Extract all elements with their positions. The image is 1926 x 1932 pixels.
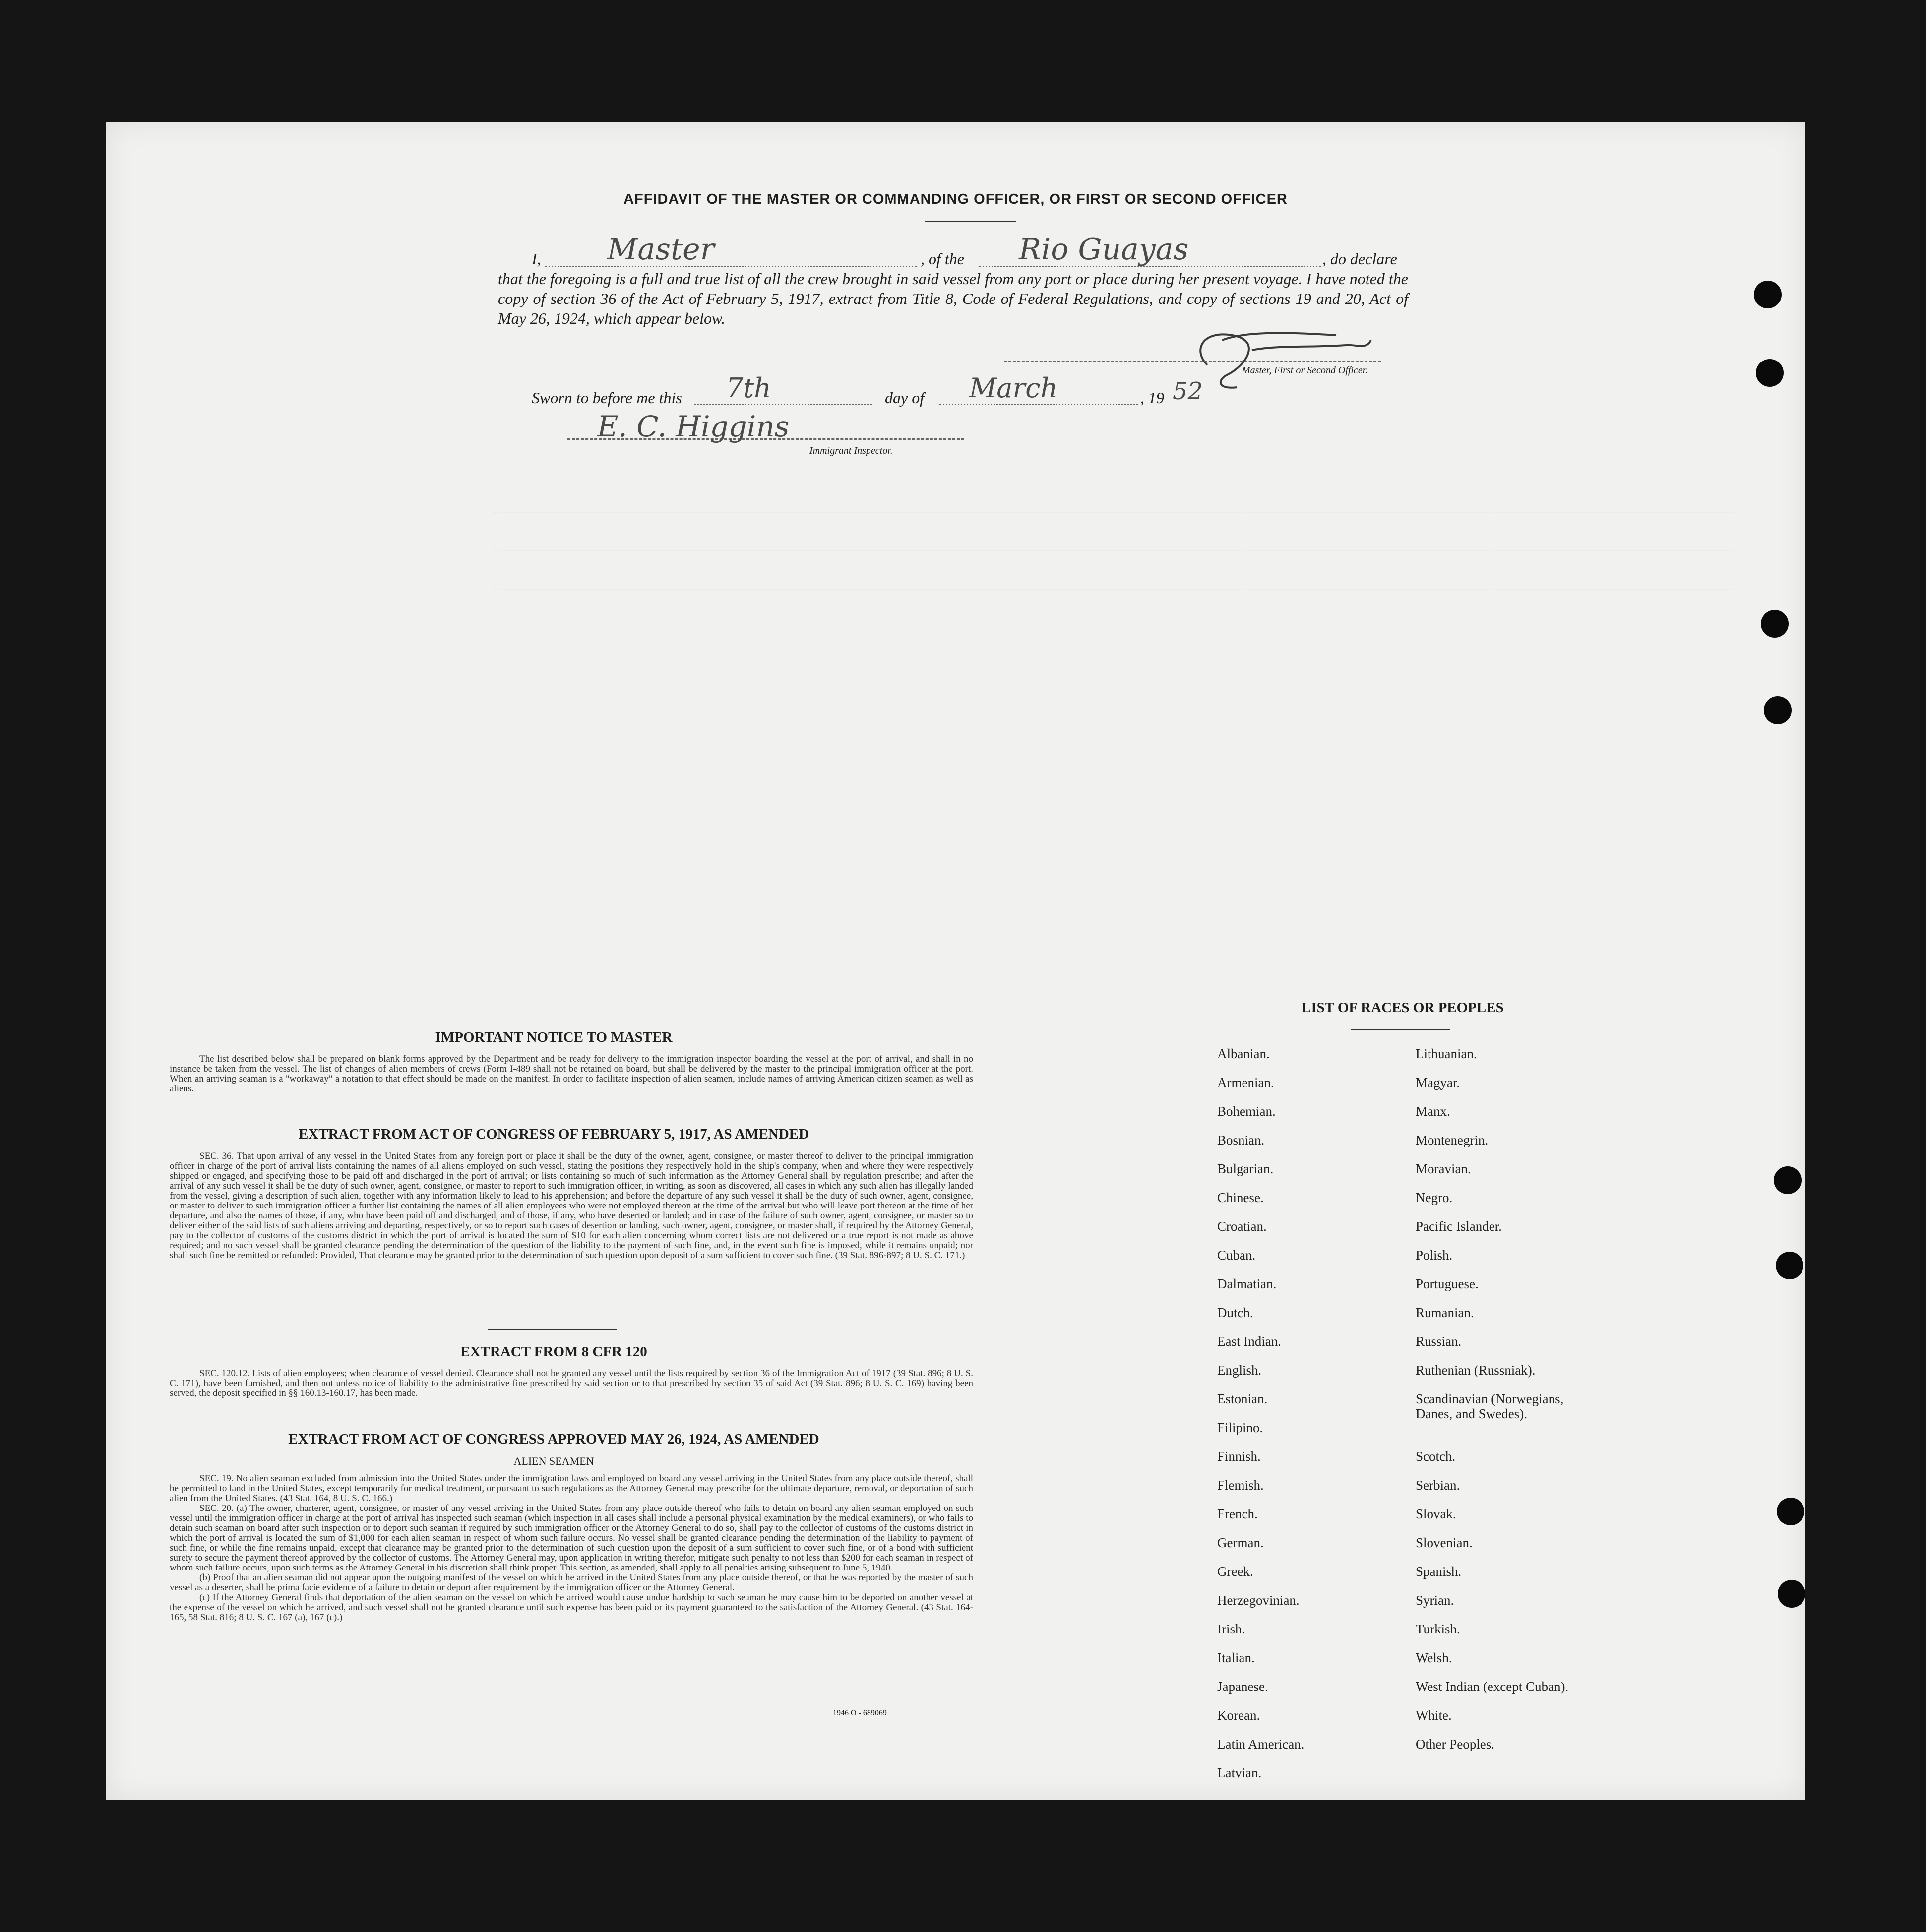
race-item: Armenian. [1217,1075,1274,1090]
signature-line [1004,361,1381,362]
races-title: LIST OF RACES OR PEOPLES [1302,1000,1504,1016]
affidavit-title: AFFIDAVIT OF THE MASTER OR COMMANDING OFFICER, OR FIRST OR SECOND OFFICER [623,191,1288,207]
race-item: Latvian. [1217,1765,1262,1780]
race-item: Syrian. [1416,1593,1454,1608]
race-item: Rumanian. [1416,1305,1474,1320]
vessel-handwritten: Rio Guayas [1019,232,1189,267]
race-item: Montenegrin. [1416,1133,1489,1147]
race-item: Scandinavian (Norwegians, Danes, and Swedes). [1416,1391,1564,1421]
extract-1924-subtitle: ALIEN SEAMEN [513,1455,594,1467]
punch-hole [1774,1166,1802,1194]
punch-hole [1754,281,1782,308]
race-item: Ruthenian (Russniak). [1416,1363,1536,1378]
extract-cfr-text: SEC. 120.12. Lists of alien employees; when clearance of vessel denied. Clearance shall not be granted any vessel until the lists required by section 36 of the Immigration Act of 1917 (39 Stat. 896; 8 U. S. C. 171), have been furnished, and then not unless notice of liability to the administrative fine prescribed by said section or to that prescribed by section 35 of said Act (39 Stat. 896; 8 U. S. C. 169) having been served, the deposit specified in §§ 160.13-160.17, has been made. [170,1368,973,1398]
inspector-caption: Immigrant Inspector. [809,445,893,456]
extract-1917-title: EXTRACT FROM ACT OF CONGRESS OF FEBRUARY 5, 1917, AS AMENDED [298,1126,809,1142]
race-item: Pacific Islander. [1416,1219,1502,1234]
sec20a-text: SEC. 20. (a) The owner, charterer, agent, consignee, or master of any vessel arriving in the United States from any place outside thereof who fails to detain on board any alien seaman employed on such vessel until the immigration officer in charge at the port of arrival has inspected such seaman (which inspection in all cases shall include a personal physical examination by the medical examiners), or who fails to detain such seaman on board after such inspection or to deport such seaman if required by such immigration officer or the Attorney General to do so, shall pay to the collector of customs of the customs district in which the port of arrival is located the sum of $1,000 for each alien seaman in respect of whom such failure occurs. No vessel shall be granted clearance pending the determination of the liability to payment of such fine, or while the fine remains unpaid, except that clearance may be granted prior to the determination of such question upon the deposit of a sum sufficient to cover such fine, or of a bond with sufficient surety to secure the payment thereof approved by the collector of customs. The Attorney General may, upon application in writing therefor, mitigate such penalty to not less than $200 for each seaman in respect of whom such failure occurs, upon such terms as the Attorney General in his discretion shall think proper. This section, as amended, shall apply to all penalties arising subsequent to June 5, 1940. [170,1503,973,1573]
race-item: Magyar. [1416,1075,1460,1090]
race-item: Cuban. [1217,1248,1256,1263]
race-item: Slovenian. [1416,1535,1473,1550]
master-line [545,266,917,267]
race-item: Lithuanian. [1416,1046,1477,1061]
month-line [939,404,1138,405]
race-item: Serbian. [1416,1478,1460,1493]
punch-hole [1761,610,1789,638]
printer-mark: 1946 O - 689069 [833,1709,887,1717]
inspector-signature: E. C. Higgins [597,410,790,443]
race-item: Bohemian. [1217,1104,1276,1119]
affidavit-declare: , do declare [1322,250,1397,268]
notice-title: IMPORTANT NOTICE TO MASTER [435,1029,673,1045]
race-item: Finnish. [1217,1449,1261,1464]
sworn-year-handwritten: 52 [1173,377,1203,405]
race-item: Filipino. [1217,1420,1263,1435]
race-item: Latin American. [1217,1737,1305,1751]
sec20c-text: (c) If the Attorney General finds that deportation of the alien seaman on the vessel on which he arrived would cause undue hardship to such seaman he may cause him to be deported on another vessel at the expense of the vessel on which he arrived, and such vessel shall not be granted clearance until such expense has been paid or its payment guaranteed to the satisfaction of the Attorney General. (43 Stat. 164-165, 58 Stat. 816; 8 U. S. C. 167 (a), 167 (c).) [170,1592,973,1623]
divider-1 [488,1329,617,1330]
race-item: French. [1217,1507,1258,1521]
race-item: Spanish. [1416,1564,1462,1579]
punch-hole [1776,1252,1803,1279]
sworn-prefix: Sworn to before me this [532,389,682,407]
race-item: Croatian. [1217,1219,1267,1234]
race-item: East Indian. [1217,1334,1281,1349]
sworn-month-handwritten: March [969,372,1058,404]
bleed-through-text [493,474,1733,603]
race-item: Estonian. [1217,1391,1268,1406]
race-item: Bulgarian. [1217,1161,1274,1176]
punch-hole [1777,1498,1804,1525]
affidavit-body: that the foregoing is a full and true list of all the crew brought in said vessel from any port or place during her present voyage. I have noted the copy of section 36 of the Act of February 5, 1917, extract from Title 8, Code of Federal Regulations, and copy of sections 19 and 20, Act of May 26, 1924, which appear below. [498,270,1408,327]
race-item: Greek. [1217,1564,1253,1579]
sworn-day-handwritten: 7th [726,372,771,404]
title-underline [925,221,1016,222]
sec19-text: SEC. 19. No alien seaman excluded from admission into the United States under the immigration laws and employed on board any vessel arriving in the United States from any place outside thereof, shall be permitted to land in the United States, except temporarily for medical treatment, or pursuant to such regulations as the Attorney General may prescribe for the ultimate departure, removal, or deportation of such alien from the United States. (43 Stat. 164, 8 U. S. C. 166.) [170,1473,973,1504]
race-item: Albanian. [1217,1046,1270,1061]
extract-cfr-title: EXTRACT FROM 8 CFR 120 [460,1344,647,1360]
race-item: Bosnian. [1217,1133,1265,1147]
signature-caption: Master, First or Second Officer. [1242,365,1368,376]
race-item: Slovak. [1416,1507,1456,1521]
race-item: Korean. [1217,1708,1260,1723]
race-item: German. [1217,1535,1264,1550]
race-item: Negro. [1416,1190,1453,1205]
race-item: Japanese. [1217,1679,1268,1694]
race-item: Dutch. [1217,1305,1253,1320]
race-item: Flemish. [1217,1478,1264,1493]
master-handwritten: Master [607,232,715,267]
race-item: Herzegovinian. [1217,1593,1300,1608]
race-item: Other Peoples. [1416,1737,1494,1751]
race-item: Welsh. [1416,1650,1452,1665]
punch-hole [1764,696,1792,724]
extract-1917-text: SEC. 36. That upon arrival of any vessel in the United States from any foreign port or place it shall be the duty of the owner, agent, consignee, or master thereof to deliver to the principal immigration officer in charge of the port of arrival lists containing the names of all aliens employed on such vessel, stating the positions they respectively hold in the ship's company, when and where they were respectively shipped or engaged, and specifying those to be paid off and discharged in the port of arrival; or lists containing so much of such information as the Attorney General shall by regulation prescribe; and after the arrival of any such vessel it shall be the duty of such owner, agent, consignee, or master to report to such immigration officer, in writing, as soon as discovered, all cases in which any such alien has illegally landed from the vessel, giving a description of such alien, together with any information likely to lead to his apprehension; and before the departure of any such vessel it shall be the duty of such owner, agent, consignee, or master to deliver to such immigration officer a further list containing the names of all alien employees who were not employed thereon at the time of the arrival but who will leave port thereon at the time of her departure, and also the names of those, if any, who have been paid off and discharged, and of those, if any, who have deserted or landed; and in case of the failure of such owner, agent, consignee, or master so to deliver either of the said lists of such aliens arriving and departing, respectively, or so to report such cases of desertion or landing, such owner, agent, consignee, or master shall, if required by the Attorney General, pay to the collector of customs of the customs district in which the port of arrival is located the sum of $10 for each alien concerning whom correct lists are not delivered or a true report is not made as above required; and no such vessel shall be granted clearance pending the determination of the question of the liability to the payment of such fine, and, in the event such fine is imposed, while it remains unpaid; nor shall such fine be remitted or refunded: Provided, That clearance may be granted prior to the determination of such question upon deposit of a sum sufficient to cover such fine. (39 Stat. 896-897; 8 U. S. C. 171.) [170,1151,973,1261]
race-item: Chinese. [1217,1190,1264,1205]
day-line [694,404,872,405]
master-signature [1187,320,1396,395]
punch-hole [1756,359,1784,387]
affidavit-i: I, [532,250,541,268]
affidavit-of-the: , of the [921,250,964,268]
race-item: Scotch. [1416,1449,1456,1464]
extract-1924-text [170,1474,973,1623]
race-item: Irish. [1217,1622,1245,1636]
race-item: Italian. [1217,1650,1255,1665]
race-item: West Indian (except Cuban). [1416,1679,1569,1694]
race-item: Moravian. [1416,1161,1471,1176]
day-of: day of [885,389,925,407]
race-item: Turkish. [1416,1622,1460,1636]
document-page [106,122,1805,1800]
race-item: English. [1217,1363,1262,1378]
race-item: White. [1416,1708,1452,1723]
extract-1924-title: EXTRACT FROM ACT OF CONGRESS APPROVED MAY 26, 1924, AS AMENDED [288,1431,819,1447]
notice-text: The list described below shall be prepared on blank forms approved by the Department and be ready for delivery to the immigration inspector boarding the vessel at the port of arrival, and shall in no instance be taken from the vessel. The list of changes of alien members of crews (Form I-489 shall not be retained on board, but shall be delivered by the master to the principal immigration officer at the port. When an arriving seaman is a "workaway" a notation to that effect should be made on the manifest. In order to facilitate inspection of alien seamen, include names of arriving American citizen seamen as well as aliens. [170,1054,973,1094]
race-item: Manx. [1416,1104,1450,1119]
race-item: Dalmatian. [1217,1276,1277,1291]
punch-hole [1778,1580,1805,1608]
race-item: Russian. [1416,1334,1462,1349]
race-item: Polish. [1416,1248,1453,1263]
race-item: Portuguese. [1416,1276,1479,1291]
year-prefix: , 19 [1140,389,1164,407]
races-title-underline [1351,1029,1450,1030]
sec20b-text: (b) Proof that an alien seaman did not appear upon the outgoing manifest of the vessel on which he arrived in the United States from any place outside thereof, or that he was reported by the master of such vessel as a deserter, shall be prima facie evidence of a failure to detain or deport after requirement by the immigration officer or the Attorney General. [170,1572,973,1593]
